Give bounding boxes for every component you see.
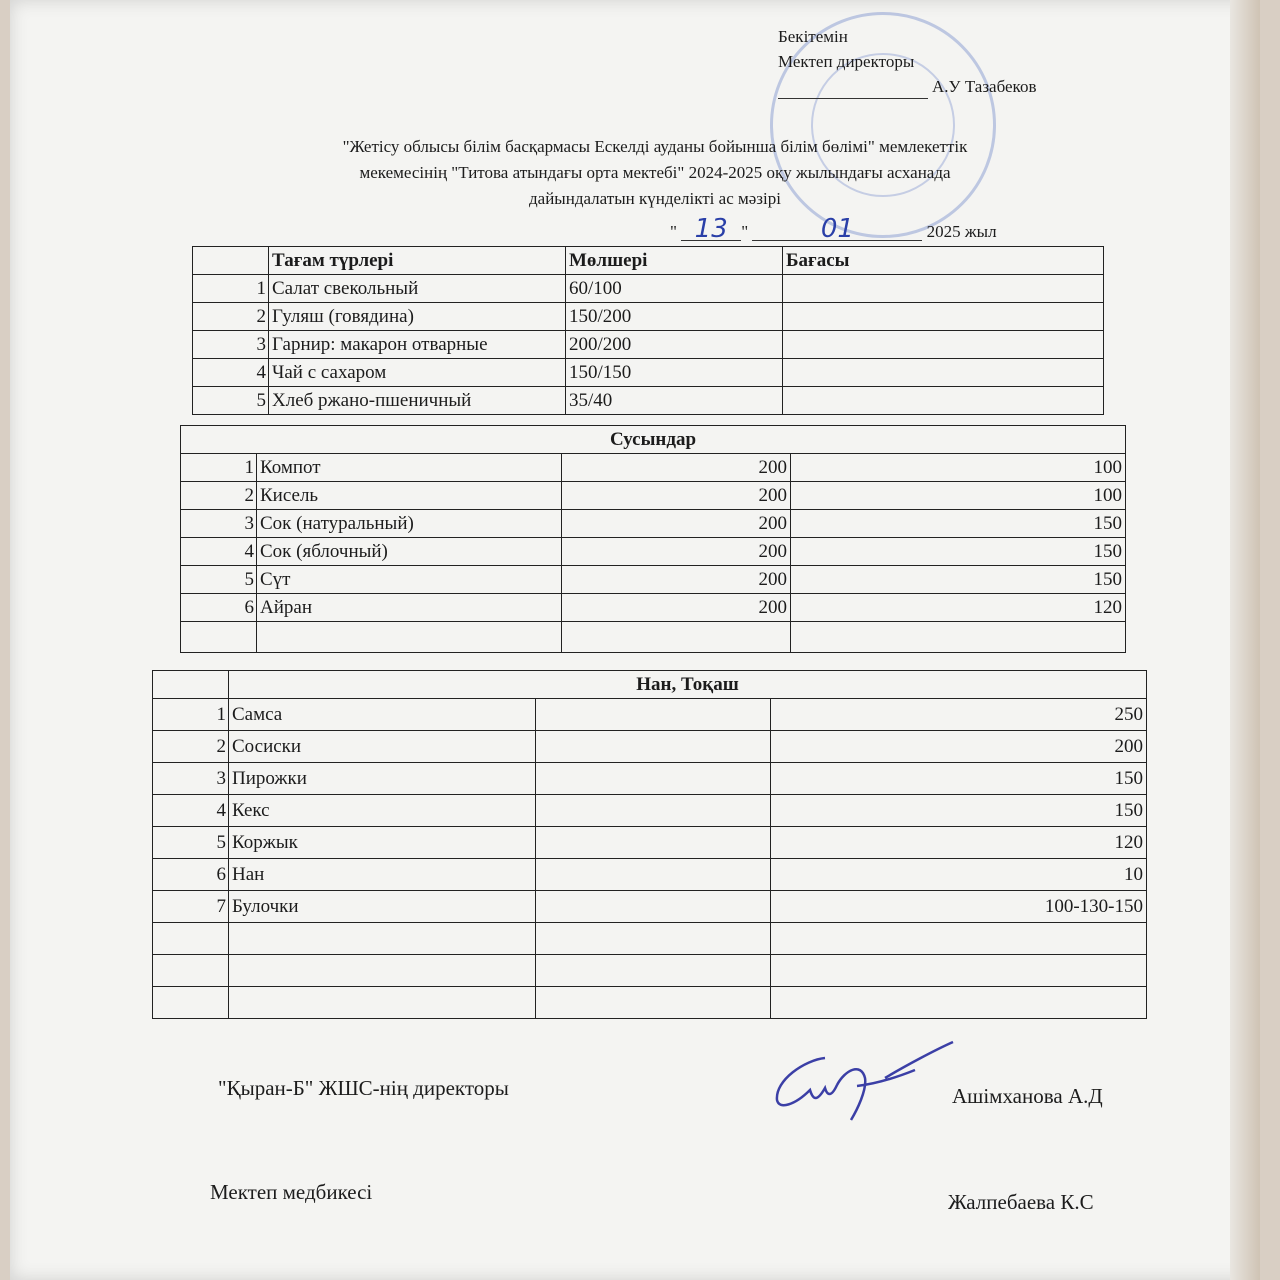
table-row <box>193 387 1104 415</box>
row-number: 3 <box>193 331 269 359</box>
menu-header-row <box>193 247 1104 275</box>
bakery-item-name: Булочки <box>229 891 536 923</box>
dish-price <box>783 331 1104 359</box>
row-number: 4 <box>153 795 229 827</box>
dish-name: Салат свекольный <box>269 275 566 303</box>
date-year: 2025 <box>926 222 961 241</box>
approval-name: А.У Тазабеков <box>932 77 1037 96</box>
row-number: 6 <box>153 859 229 891</box>
dish-quantity: 150/200 <box>566 303 783 331</box>
row-number: 5 <box>153 827 229 859</box>
table-row <box>181 510 1126 538</box>
row-number: 3 <box>181 510 257 538</box>
row-number: 6 <box>181 594 257 622</box>
bakery-item-name: Пирожки <box>229 763 536 795</box>
drink-quantity: 200 <box>562 454 791 482</box>
bakery-item-name: Самса <box>229 699 536 731</box>
drink-quantity: 200 <box>562 482 791 510</box>
drinks-title: Сусындар <box>181 426 1126 454</box>
nurse-name: Жалпебаева К.С <box>948 1190 1094 1214</box>
table-row <box>153 763 1147 795</box>
heading-line3: дайындалатын күнделікті ас мәзірі <box>529 189 781 208</box>
menu-document <box>10 0 1260 1280</box>
bakery-item-quantity <box>536 795 771 827</box>
drink-quantity: 200 <box>562 510 791 538</box>
header-price: Бағасы <box>783 247 1104 275</box>
table-row <box>193 275 1104 303</box>
date-open-quote: " <box>670 222 677 241</box>
director-signature <box>765 1040 965 1130</box>
drink-name: Айран <box>257 594 562 622</box>
menu-table <box>192 246 1104 415</box>
row-number: 4 <box>181 538 257 566</box>
drink-name: Кисель <box>257 482 562 510</box>
bakery-item-quantity <box>536 699 771 731</box>
row-number: 5 <box>181 566 257 594</box>
bakery-item-price: 10 <box>771 859 1147 891</box>
drink-price: 150 <box>791 566 1126 594</box>
heading-line1: "Жетісу облысы білім басқармасы Ескелді ауданы бойынша білім бөлімі" мемлекеттік <box>342 137 968 156</box>
dish-name: Чай с сахаром <box>269 359 566 387</box>
row-number: 2 <box>181 482 257 510</box>
row-number: 3 <box>153 763 229 795</box>
bakery-item-price: 120 <box>771 827 1147 859</box>
nurse-title: Мектеп медбикесі <box>210 1180 373 1204</box>
date-line <box>670 214 997 244</box>
dish-name: Гуляш (говядина) <box>269 303 566 331</box>
table-row <box>181 594 1126 622</box>
approval-line2: Мектеп директоры <box>778 52 915 71</box>
table-row <box>193 359 1104 387</box>
drinks-table <box>180 425 1126 653</box>
bakery-item-quantity <box>536 731 771 763</box>
row-number: 5 <box>193 387 269 415</box>
row-number: 2 <box>193 303 269 331</box>
row-number: 1 <box>153 699 229 731</box>
drinks-title-row <box>181 426 1126 454</box>
drink-name: Сок (натуральный) <box>257 510 562 538</box>
bakery-item-quantity <box>536 763 771 795</box>
row-number: 2 <box>153 731 229 763</box>
row-number: 1 <box>193 275 269 303</box>
drink-name: Сок (яблочный) <box>257 538 562 566</box>
table-row <box>181 482 1126 510</box>
table-row <box>193 303 1104 331</box>
bakery-item-name: Сосиски <box>229 731 536 763</box>
bakery-item-price: 250 <box>771 699 1147 731</box>
table-row <box>181 538 1126 566</box>
table-row <box>181 566 1126 594</box>
date-month: 01 <box>752 218 922 241</box>
row-number: 4 <box>193 359 269 387</box>
drink-price: 100 <box>791 454 1126 482</box>
table-row <box>153 955 1147 987</box>
document-heading <box>160 134 1150 212</box>
dish-price <box>783 359 1104 387</box>
bakery-item-quantity <box>536 827 771 859</box>
dish-name: Гарнир: макарон отварные <box>269 331 566 359</box>
header-dish: Тағам түрлері <box>269 247 566 275</box>
director-name: Ашімханова А.Д <box>952 1084 1103 1108</box>
table-row <box>153 699 1147 731</box>
approval-block <box>778 24 1036 99</box>
bakery-table <box>152 670 1147 1019</box>
bakery-title: Нан, Тоқаш <box>229 671 1147 699</box>
bakery-item-quantity <box>536 859 771 891</box>
row-number: 7 <box>153 891 229 923</box>
bakery-item-quantity <box>536 891 771 923</box>
dish-price <box>783 387 1104 415</box>
dish-price <box>783 303 1104 331</box>
drink-name: Компот <box>257 454 562 482</box>
dish-quantity: 60/100 <box>566 275 783 303</box>
dish-quantity: 150/150 <box>566 359 783 387</box>
director-title: "Қыран-Б" ЖШС-нің директоры <box>218 1076 509 1100</box>
bakery-item-price: 100-130-150 <box>771 891 1147 923</box>
bakery-item-name: Коржык <box>229 827 536 859</box>
bakery-item-price: 150 <box>771 795 1147 827</box>
dish-name: Хлеб ржано-пшеничный <box>269 387 566 415</box>
dish-price <box>783 275 1104 303</box>
date-suffix: жыл <box>964 222 997 241</box>
drink-quantity: 200 <box>562 538 791 566</box>
drink-quantity: 200 <box>562 566 791 594</box>
table-row <box>181 454 1126 482</box>
date-day: 13 <box>681 218 741 241</box>
bakery-title-row <box>153 671 1147 699</box>
table-row <box>193 331 1104 359</box>
table-row <box>153 891 1147 923</box>
bakery-item-name: Кекс <box>229 795 536 827</box>
table-row <box>153 731 1147 763</box>
page-edge-shadow <box>1230 0 1260 1280</box>
bakery-item-name: Нан <box>229 859 536 891</box>
table-row <box>153 827 1147 859</box>
drink-quantity: 200 <box>562 594 791 622</box>
drink-price: 150 <box>791 510 1126 538</box>
bakery-item-price: 200 <box>771 731 1147 763</box>
row-number: 1 <box>181 454 257 482</box>
drink-price: 100 <box>791 482 1126 510</box>
table-row <box>153 923 1147 955</box>
drink-price: 120 <box>791 594 1126 622</box>
header-quantity: Мөлшері <box>566 247 783 275</box>
table-row <box>153 795 1147 827</box>
drink-price: 150 <box>791 538 1126 566</box>
heading-line2: мекемесінің "Титова атындағы орта мектебі" 2024-2025 оқу жылындағы асханада <box>359 163 951 182</box>
table-row <box>153 859 1147 891</box>
drink-name: Сүт <box>257 566 562 594</box>
approval-line1: Бекітемін <box>778 27 848 46</box>
date-close-quote: " <box>741 222 749 241</box>
dish-quantity: 35/40 <box>566 387 783 415</box>
dish-quantity: 200/200 <box>566 331 783 359</box>
approval-signature-line <box>778 80 928 99</box>
bakery-item-price: 150 <box>771 763 1147 795</box>
table-row <box>153 987 1147 1019</box>
table-row <box>181 622 1126 653</box>
